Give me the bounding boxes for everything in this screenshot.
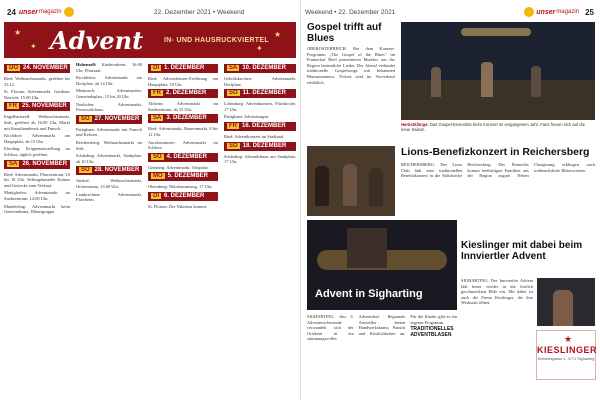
magazine-brand-2: magazin — [556, 9, 579, 15]
date-header: FR 16. DEZEMBER — [224, 122, 296, 131]
stage-light — [461, 28, 531, 36]
page-number: 25 — [585, 7, 594, 17]
event-entry: Ried: Adventmarkt, Bauernmarkt, 8 bis 12 Uhr. — [148, 126, 218, 137]
event-entry: Altheim: Adventmarkt im Stadtzentrum, ab 15 Uhr. — [148, 101, 218, 112]
advent-banner — [4, 22, 296, 58]
event-entry: Geinberg: Adventmarkt, Ortsplatz. — [148, 164, 209, 170]
date-header: FR 25. NOVEMBER — [4, 102, 70, 111]
star-icon: ★ — [564, 334, 573, 344]
date-header: SO 11. DEZEMBER — [224, 89, 296, 98]
article-title: Kieslinger mit dabei beim Innviertler Advent — [461, 240, 583, 262]
banner-subtitle: IN- UND HAUSRUCKVIERTEL — [164, 37, 269, 44]
event-entry: Lambrechten: Adventmarkt, Pfarrheim. — [76, 191, 142, 203]
person-figure — [369, 168, 383, 206]
event-entry: Ried: Adventmarkt, Pfarrzentrum, 10 bis 18 Uhr. Selbstgebastelte Kränze und Gestecke zum Verkauf. — [4, 171, 70, 188]
date-header: SA 26. NOVEMBER — [4, 160, 70, 169]
concert-photo — [401, 22, 595, 120]
event-entry: Engelhartszell: Weihnachtsmarkt, Stift, geöffnet ab 16:00 Uhr. Markt mit Kunsthandwerk und Punsch. — [4, 114, 70, 131]
star-icon: ✦ — [256, 44, 263, 53]
page-number: 24 — [7, 7, 16, 17]
event-entry: Geboltskirchen: Adventmarkt, Dorfplatz. — [224, 76, 296, 87]
event-entry: Reichersberg: Weihnachtsmarkt im Stift. — [76, 139, 142, 151]
event-entry: Obernberg: Nikolausumzug, 17 Uhr. — [148, 184, 213, 190]
musician-figure — [481, 62, 493, 97]
event-entry: Pattigham: Adventsingen. — [224, 114, 270, 120]
event-entry: Pattigham: Adventmarkt mit Punsch und Keksen. — [76, 126, 142, 138]
article-body: SIGHARTING. Der Innviertler Advent lädt heuer wieder in die festlich geschmückten Höfe ein. Mit dabei ist auch die Firma Kieslinger, die ihre Werkstatt öffnet. — [461, 278, 533, 306]
date-header: SA 3. DEZEMBER — [148, 114, 218, 123]
star-icon: ✦ — [30, 42, 37, 51]
date-header: DO 24. NOVEMBER — [4, 64, 70, 73]
event-column-1 — [4, 62, 70, 217]
article-body: REICHERSBERG. Der Lions Club lädt zum traditionellen Benefizkonzert in die Stiftskirche Reichersberg. Der Reinerlös kommt bedürftigen Familien aus der Region zugute. Neben Chorgesang erklingen auch weihnachtliche Bläserweisen. — [401, 162, 595, 179]
photo-caption: Herbstklänge. Das Gospel-Ensemble beim Konzert im vergangenen Jahr. Fans freuen sich auf die neue Saison. — [401, 122, 585, 133]
event-entry: Aurolzmünster: Adventmarkt im Schloss. — [148, 139, 218, 151]
event-entry: Munderfing: Adventmarkt beim Gemeindeamt, Bläsergruppe. — [4, 203, 70, 215]
person-figure — [553, 290, 573, 326]
star-icon: ★ — [14, 28, 22, 37]
issue-date: 22. Dezember 2021 • Weekend — [154, 8, 245, 16]
lions-photo — [307, 146, 395, 216]
ad-address: Schmiedgasse 1, 4771 Sigharting — [537, 357, 595, 361]
date-header: SO 4. DEZEMBER — [148, 153, 218, 162]
right-header — [305, 6, 597, 18]
magazine-brand: unser — [18, 8, 38, 16]
date-header: SO 18. DEZEMBER — [224, 142, 296, 151]
date-header: DI 6. DEZEMBER — [148, 192, 218, 201]
musician-figure — [431, 67, 441, 97]
event-entry: Kirchdorf: Adventmarkt am Hauptplatz, ab 15 Uhr. — [4, 133, 70, 144]
event-entry: Kirchheim: Adventmarkt am Dorfplatz, ab 14 Uhr. — [76, 75, 142, 86]
magazine-brand-2: magazin — [38, 9, 62, 15]
event-column-2 — [76, 62, 142, 205]
date-header: SO 27. NOVEMBER — [76, 115, 142, 124]
ad-logo: KIESLINGER — [537, 345, 598, 355]
star-icon: ★ — [274, 30, 282, 39]
date-header: SA 10. DEZEMBER — [224, 64, 296, 73]
article-body: OBERÖSTERREICH. Bei dem Konzert-Programm „The Gospel of the Blues" im Pramerhof Ried präsentieren Musiker aus der Region besinnliche Lieder. Der Abend verbindet traditionelle Gospelsongs mit bekannten Bluesnummern. Tickets sind im Vorverkauf erhältlich. — [307, 46, 395, 85]
event-entry: Mettmach: Adventzauber, Gemeindeplatz, 15 bis 20 Uhr. — [76, 88, 142, 99]
person-figure — [343, 164, 357, 206]
left-header — [4, 6, 245, 18]
event-entry: Neuhofen: Adventmarkt, Feuerwehrhaus. — [76, 101, 142, 113]
article-title: Advent in Sigharting — [315, 288, 423, 300]
sun-logo-icon — [64, 7, 74, 17]
issue-date: Weekend • 22. Dezember 2021 — [305, 8, 396, 16]
building-shape — [347, 228, 387, 268]
event-entry: Ried: Adventfenster-Eröffnung am Hauptplatz, 18 Uhr. — [148, 76, 218, 87]
date-header: DI 1. DEZEMBER — [148, 64, 218, 73]
musician-figure — [531, 66, 541, 97]
banner-title: Advent — [50, 26, 144, 55]
event-entry: Schärding: Adventblasen am Stadtplatz, 17 Uhr. — [224, 153, 296, 165]
event-entry: Lohnsburg: Adventkonzert, Pfarrkirche, 17 Uhr. — [224, 101, 296, 112]
event-column-4 — [224, 62, 296, 167]
event-entry: Ried: Adventkonzert im Stadtsaal. — [224, 133, 285, 139]
kieslinger-ad[interactable] — [536, 330, 596, 380]
event-entry: Eferding: Krippenausstellung im Schloss, täglich geöffnet. — [4, 146, 70, 157]
event-entry: Ried: Weihnachtsmarkt, geöffnet bis 23.12. — [4, 76, 70, 87]
event-entry: Andorf: Weihnachtsmarkt, Ortszentrum, 13:00 Uhr. — [76, 178, 142, 189]
event-entry: Mattighofen: Adventmarkt im Stadtzentrum, 14:00 Uhr. — [4, 190, 70, 201]
article-body: SIGHARTING. Am 3. Adventwochenende verwandelt sich der Ortskern in ein stimmungsvolles Adventdorf. Regionale Aussteller bieten Handwerkskunst, Punsch und Köstlichkeiten an. Für die Kinder gibt es ein eigenes Programm. TRADITIONELLES ADVENTBLASEN — [307, 314, 457, 342]
magazine-brand: unser — [536, 8, 556, 16]
event-entry: Hohenzell: Kinderadvent, 16:00 Uhr, Pfarrsaal. — [76, 62, 142, 73]
event-entry: St. Florian: Der Nikolaus kommt. — [148, 203, 208, 209]
event-entry: Schärding: Adventmarkt, Stadtplatz, ab 10 Uhr. — [76, 153, 142, 164]
event-column-3 — [148, 62, 218, 212]
person-figure — [315, 166, 329, 206]
event-entry: St. Florian: Adventmarkt, Gasthaus Neuwirt, 15:00 Uhr. — [4, 89, 70, 100]
date-header: SO 28. NOVEMBER — [76, 166, 142, 175]
sun-logo-icon — [524, 7, 534, 17]
date-header: FR 2. DEZEMBER — [148, 89, 218, 98]
kieslinger-photo — [537, 278, 595, 326]
article-title: Gospel trifft auf Blues — [307, 22, 382, 44]
article-title: Lions-Benefizkonzert in Reichersberg — [401, 146, 590, 158]
date-header: MO 5. DEZEMBER — [148, 172, 218, 181]
